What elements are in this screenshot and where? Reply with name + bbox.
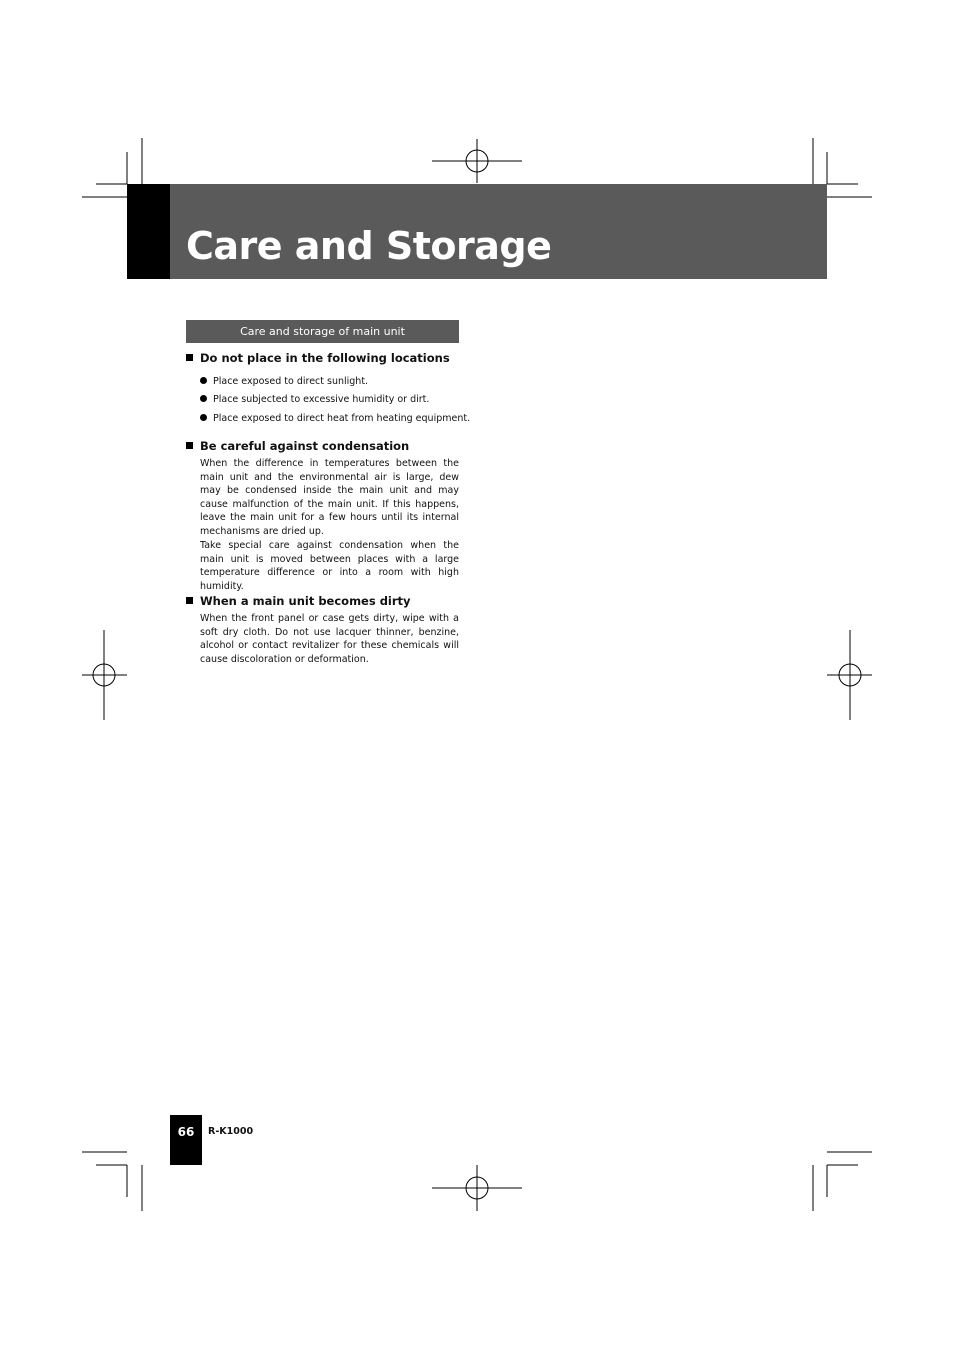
page-title: Care and Storage (186, 224, 552, 268)
heading-placement (186, 350, 450, 366)
list-item: Place exposed to direct sunlight. (200, 375, 470, 393)
heading-dirty (186, 593, 411, 609)
list-item: Place subjected to excessive humidity or dirt. (200, 393, 470, 411)
page-number-block (170, 1115, 202, 1165)
heading-placement-text: Do not place in the following locations (200, 351, 450, 365)
section-header: Care and storage of main unit (186, 320, 459, 343)
dirty-paragraph: When the front panel or case gets dirty, wipe with a soft dry cloth. Do not use lacquer thinner, benzine, alcohol or contact revitalizer for these chemicals will cause discoloration or deformation. (200, 613, 459, 665)
bullet-dot-icon (200, 377, 207, 384)
square-bullet-icon (186, 597, 193, 604)
bullet-dot-icon (200, 395, 207, 402)
heading-condensation-text: Be careful against condensation (200, 439, 410, 453)
condensation-paragraph-1: When the difference in temperatures between the main unit and the environmental air is large, dew may be condensed inside the main unit and may cause malfunction of the main unit. If this happens, leave the main unit for a few hours until its internal mechanisms are dried up. (200, 458, 459, 537)
condensation-paragraph-2: Take special care against condensation when the main unit is moved between places with a large temperature difference or into a room with high humidity. (200, 540, 459, 592)
page-number: 66 (177, 1125, 195, 1139)
square-bullet-icon (186, 354, 193, 361)
bullet-dot-icon (200, 414, 207, 421)
heading-dirty-text: When a main unit becomes dirty (200, 594, 411, 608)
model-name: R-K1000 (208, 1126, 254, 1137)
heading-condensation (186, 438, 409, 454)
square-bullet-icon (186, 442, 193, 449)
title-accent-block (127, 184, 170, 279)
list-item: Place exposed to direct heat from heating equipment. (200, 412, 470, 430)
placement-list (200, 375, 470, 430)
